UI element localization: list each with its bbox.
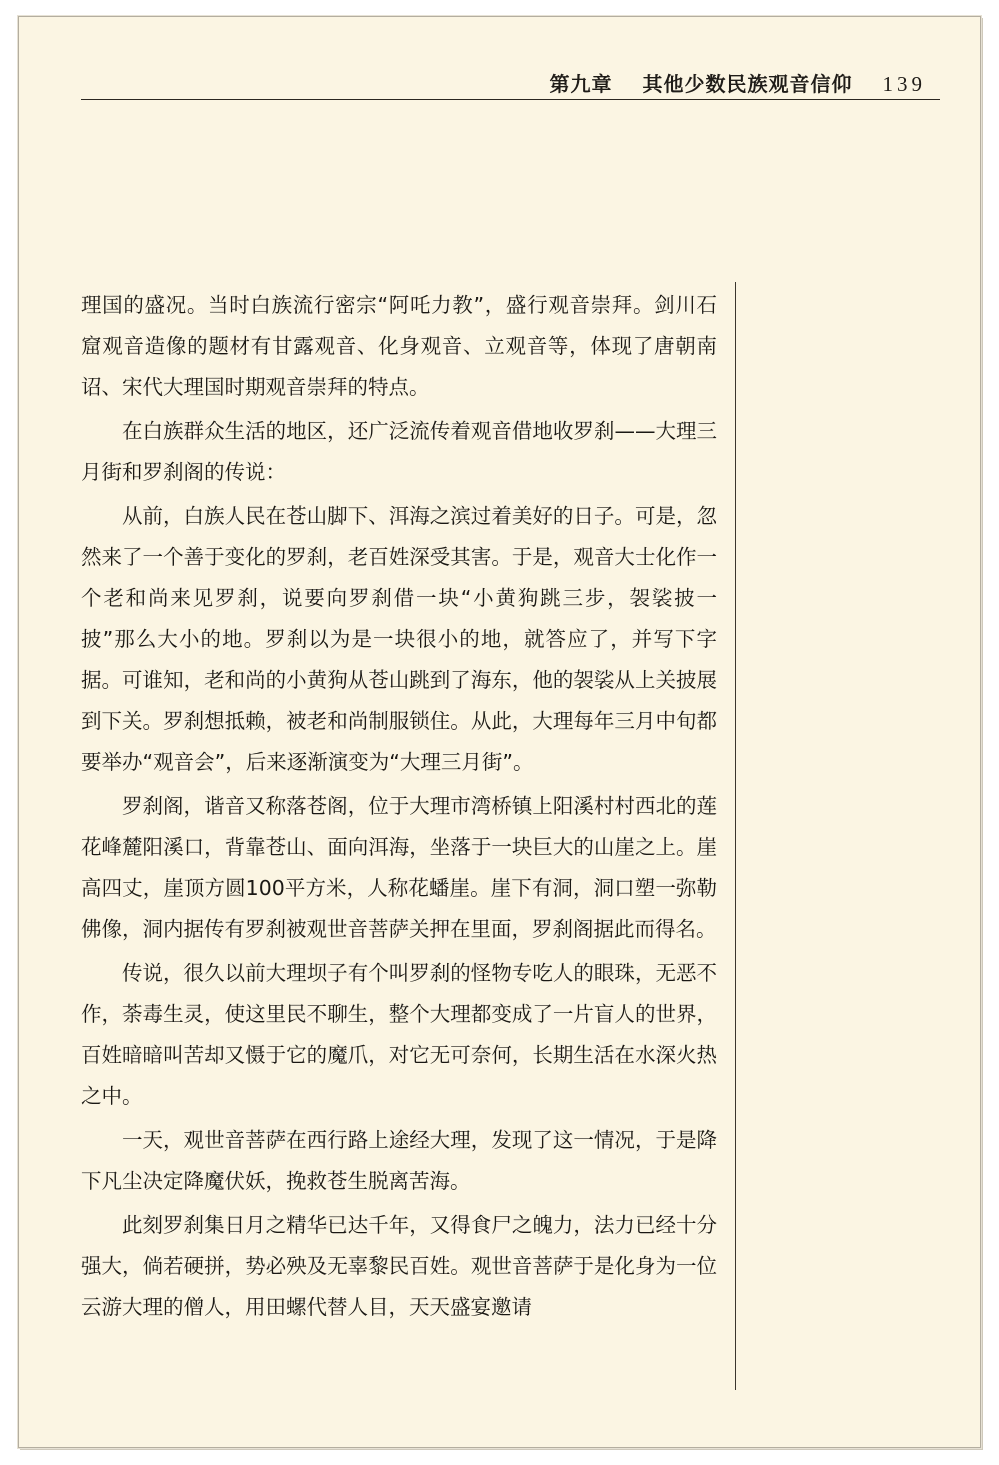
body-text (81, 285, 717, 1331)
page-number: 139 (882, 72, 926, 96)
paragraph: 理国的盛况。当时白族流行密宗“阿吒力教”，盛行观音崇拜。剑川石窟观音造像的题材有甘露观音、化身观音、立观音等，体现了唐朝南诏、宋代大理国时期观音崇拜的特点。 (81, 293, 717, 399)
paragraph: 传说，很久以前大理坝子有个叫罗刹的怪物专吃人的眼珠，无恶不作，荼毒生灵，使这里民不聊生，整个大理都变成了一片盲人的世界，百姓暗暗叫苦却又慑于它的魔爪，对它无可奈何，长期生活在水深火热之中。 (81, 961, 717, 1108)
paragraph: 在白族群众生活的地区，还广泛流传着观音借地收罗刹——大理三月街和罗刹阁的传说： (81, 419, 717, 484)
paragraph: 一天，观世音菩萨在西行路上途经大理，发现了这一情况，于是降下凡尘决定降魔伏妖，挽救苍生脱离苦海。 (81, 1128, 717, 1193)
paragraph: 此刻罗刹集日月之精华已达千年，又得食尸之魄力，法力已经十分强大，倘若硬拼，势必殃及无辜黎民百姓。观世音菩萨于是化身为一位云游大理的僧人，用田螺代替人目，天天盛宴邀请 (81, 1213, 717, 1319)
header-rule (81, 99, 940, 100)
paragraph: 从前，白族人民在苍山脚下、洱海之滨过着美好的日子。可是，忽然来了一个善于变化的罗刹，老百姓深受其害。于是，观音大士化作一个老和尚来见罗刹，说要向罗刹借一块“小黄狗跳三步，袈裟披一披”那么大小的地。罗刹以为是一块很小的地，就答应了，并写下字据。可谁知，老和尚的小黄狗从苍山跳到了海东，他的袈裟从上关披展到下关。罗刹想抵赖，被老和尚制服锁住。从此，大理每年三月中旬都要举办“观音会”，后来逐渐演变为“大理三月街”。 (81, 504, 717, 774)
book-page (18, 16, 981, 1448)
running-head (550, 61, 927, 97)
paragraph: 罗刹阁，谐音又称落苍阁，位于大理市湾桥镇上阳溪村村西北的莲花峰麓阳溪口，背靠苍山、面向洱海，坐落于一块巨大的山崖之上。崖高四丈，崖顶方圆100平方米，人称花蟠崖。崖下有洞，洞口塑一弥勒佛像，洞内据传有罗刹被观世音菩萨关押在里面，罗刹阁据此而得名。 (81, 794, 717, 941)
chapter-title: 其他少数民族观音信仰 (642, 72, 853, 96)
margin-rule (735, 282, 736, 1390)
chapter-label: 第九章 (549, 72, 613, 96)
